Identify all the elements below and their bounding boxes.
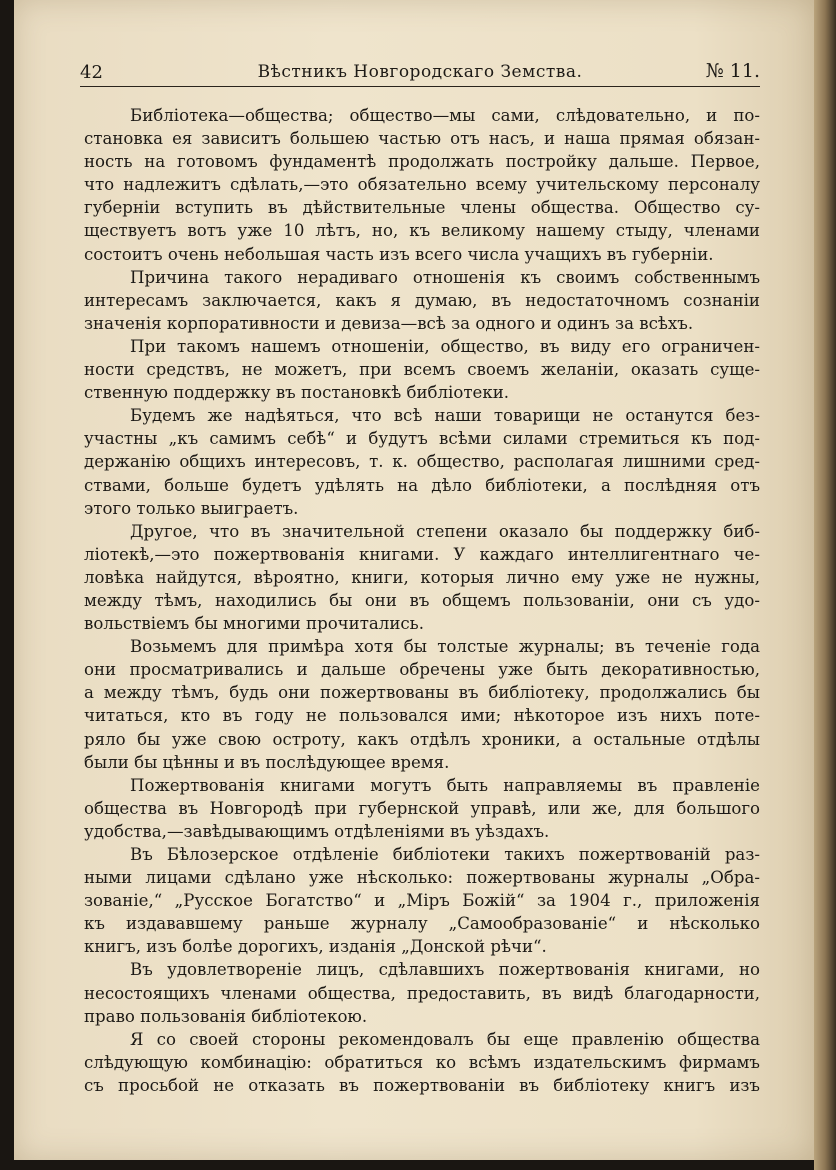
- text-line: губерніи вступить въ дѣйствительные члены общества. Общество су-: [84, 198, 760, 218]
- text-line: Другое, что въ значительной степени оказало бы поддержку биб-: [130, 521, 760, 541]
- text-line: читаться, кто въ году не пользовался ими; нѣкоторое изъ нихъ поте-: [84, 706, 760, 726]
- text-line: ственную поддержку въ постановкѣ библіотеки.: [84, 383, 510, 403]
- text-line: состоитъ очень небольшая часть изъ всего числа учащихъ въ губерніи.: [84, 244, 714, 264]
- text-line: этого только выиграетъ.: [84, 498, 299, 518]
- text-line: Въ удовлетвореніе лицъ, сдѣлавшихъ пожертвованія книгами, но: [130, 960, 760, 980]
- text-line: ліотекѣ,—это пожертвованія книгами. У каждаго интеллигентнаго че-: [84, 544, 760, 564]
- text-line: между тѣмъ, находились бы они въ общемъ пользованіи, они съ удо-: [84, 590, 760, 610]
- header-rule: [80, 86, 760, 87]
- issue-number: № 11.: [705, 60, 760, 82]
- body-text: [84, 104, 760, 1097]
- text-line: а между тѣмъ, будь они пожертвованы въ библіотеку, продолжались бы: [84, 683, 760, 703]
- journal-title: Вѣстникъ Новгородскаго Земства.: [257, 62, 583, 82]
- text-line: ность на готовомъ фундаментѣ продолжать постройку дальше. Первое,: [84, 152, 760, 172]
- text-line: Пожертвованія книгами могутъ быть направляемы въ правленіе: [130, 775, 760, 795]
- text-line: При такомъ нашемъ отношеніи, общество, въ виду его ограничен-: [130, 336, 760, 356]
- text-line: зованіе,“ „Русское Богатство“ и „Міръ Божій“ за 1904 г., приложенія: [84, 891, 760, 911]
- text-line: Причина такого нерадиваго отношенія къ своимъ собственнымъ: [130, 267, 760, 287]
- text-line: общества въ Новгородѣ при губернской управѣ, или же, для большого: [84, 798, 760, 818]
- text-line: становка ея зависитъ большею частью отъ насъ, и наша прямая обязан-: [84, 129, 760, 149]
- text-line: Я со своей стороны рекомендовалъ бы еще правленію общества: [130, 1029, 760, 1049]
- page-number: 42: [80, 62, 103, 83]
- text-line: Будемъ же надѣяться, что всѣ наши товарищи не останутся без-: [130, 406, 760, 426]
- text-line: держанію общихъ интересовъ, т. к. общество, располагая лишними сред-: [84, 452, 760, 472]
- text-line: значенія корпоративности и девиза—всѣ за одного и одинъ за всѣхъ.: [84, 313, 694, 333]
- text-line: удобства,—завѣдывающимъ отдѣленіями въ уѣздахъ.: [84, 821, 550, 841]
- text-line: слѣдующую комбинацію: обратиться ко всѣмъ издательскимъ фирмамъ: [84, 1052, 760, 1072]
- text-line: что надлежитъ сдѣлать,—это обязательно всему учительскому персоналу: [84, 175, 760, 195]
- text-line: ряло бы уже свою остроту, какъ отдѣлъ хроники, а остальные отдѣлы: [84, 729, 760, 749]
- text-line: ществуетъ вотъ уже 10 лѣтъ, но, къ великому нашему стыду, членами: [84, 221, 760, 241]
- text-line: Возьмемъ для примѣра хотя бы толстые журналы; въ теченіе года: [130, 637, 760, 657]
- text-line: были бы цѣнны и въ послѣдующее время.: [84, 752, 450, 772]
- text-line: ными лицами сдѣлано уже нѣсколько: пожертвованы журналы „Обра-: [84, 868, 760, 888]
- text-line: несостоящихъ членами общества, предоставить, въ видѣ благодарности,: [84, 983, 760, 1003]
- text-line: Въ Бѣлозерское отдѣленіе библіотеки такихъ пожертвованій раз-: [130, 845, 760, 864]
- text-line: участны „къ самимъ себѣ“ и будутъ всѣми силами стремиться къ под-: [84, 429, 760, 449]
- text-line: съ просьбой не отказать въ пожертвованіи въ библіотеку книгъ изъ: [84, 1075, 760, 1095]
- text-line: къ издававшему раньше журналу „Самообразованіе“ и нѣсколько: [84, 914, 760, 934]
- text-line: Библіотека—общества; общество—мы сами, слѣдовательно, и по-: [130, 106, 760, 125]
- text-line: ловѣка найдутся, вѣроятно, книги, которыя лично ему уже не нужны,: [84, 567, 760, 587]
- running-header: [80, 60, 760, 86]
- text-line: ности средствъ, не можетъ, при всемъ своемъ желаніи, оказать суще-: [84, 360, 760, 380]
- text-line: ствами, больше будетъ удѣлять на дѣло библіотеки, а послѣдняя отъ: [84, 475, 760, 495]
- text-line: книгъ, изъ болѣе дорогихъ, изданія „Донской рѣчи“.: [84, 937, 547, 957]
- text-line: интересамъ заключается, какъ я думаю, въ недостаточномъ сознаніи: [84, 290, 760, 310]
- text-line: вольствіемъ бы многими прочитались.: [84, 614, 424, 634]
- page-edge: [814, 0, 836, 1170]
- text-line: они просматривались и дальше обречены уже быть декоративностью,: [84, 660, 760, 680]
- text-line: право пользованія библіотекою.: [84, 1006, 368, 1026]
